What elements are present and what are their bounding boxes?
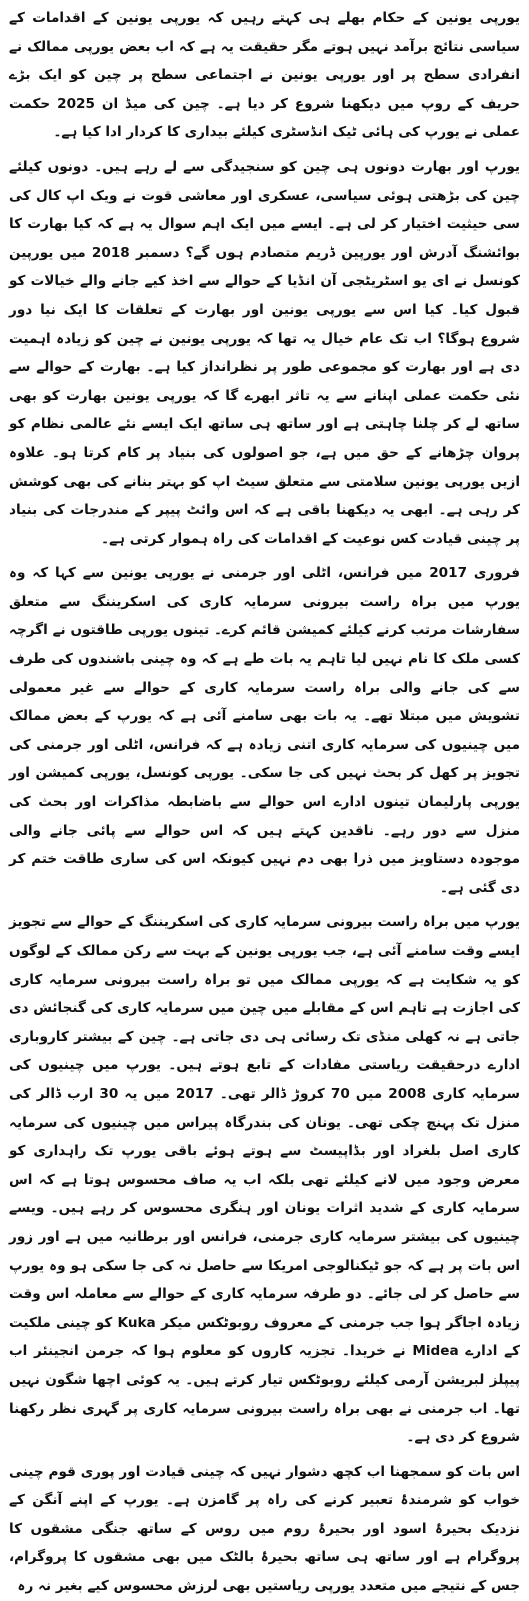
article-paragraph-5: اس بات کو سمجھنا اب کچھ دشوار نہیں کہ چینی قیادت اور پوری قوم چینی خواب کو شرمندۂ تعبیر کرنے کی راہ پر گامزن ہے۔ یورپ کے اپنے آنگن کے نزدیک بحیرۂ اسود اور بحیرۂ روم میں روس کے ساتھ جنگی مشقوں کا پروگرام ہے اور ساتھ ہی ساتھ بحیرۂ بالٹک میں بھی مشقوں کا پروگرام، جس کے نتیجے میں متعدد یورپی ریاستیں بھی لرزش محسوس کیے بغیر نہ رہ: [9, 1463, 520, 1595]
article-paragraph-3: فروری 2017 میں فرانس، اٹلی اور جرمنی نے یورپی یونین سے کہا کہ وہ یورپ میں براہ راست بیرونی سرمایہ کاری کی اسکریننگ سے متعلق سفارشات مرتب کرنے کیلئے کمیشن قائم کرے۔ تینوں یورپی طاقتوں نے اگرچہ کسی ملک کا نام نہیں لیا تاہم یہ بات طے ہے کہ وہ چینی باشندوں کی طرف سے کی جانے والی براہ راست سرمایہ کاری کے حوالے سے غیر معمولی تشویش میں مبتلا تھے۔ یہ بات بھی سامنے آئی ہے کہ یورپ کے بعض ممالک میں چینیوں کی سرمایہ کاری اتنی زیادہ ہے کہ فرانس، اٹلی اور جرمنی کی تجویز پر کھل کر بحث نہیں کی جا سکی۔ یورپی کونسل، یورپی کمیشن اور یورپی پارلیمان تینوں ادارے اس حوالے سے باضابطہ مذاکرات اور بحث کی منزل سے دور رہے۔ ناقدین کہتے ہیں کہ اس حوالے سے پائی جانے والی موجودہ دستاویز میں ذرا بھی دم نہیں کیونکہ اس کی ساری طاقت ختم کر دی گئی ہے۔: [9, 565, 520, 896]
article-paragraph-4: یورپ میں براہ راست بیرونی سرمایہ کاری کی اسکریننگ کے حوالے سے تجویز ایسے وقت سامنے آئی ہے، جب یورپی یونین کے بہت سے رکن ممالک کے لوگوں کو یہ شکایت ہے کہ یورپی ممالک میں تو براہ راست بیرونی سرمایہ کاری کی اجازت ہے تاہم اس کے مقابلے میں چین میں سرمایہ کاری کی گنجائش دی جاتی ہے نہ کھلی منڈی تک رسائی ہی دی جاتی ہے۔ چین کے بیشتر کاروباری ادارے درحقیقت ریاستی مفادات کے تابع ہوتے ہیں۔ یورپ میں چینیوں کی سرمایہ کاری 2008 میں 70 کروڑ ڈالر تھی۔ 2017 میں یہ 30 ارب ڈالر کی منزل تک پہنچ چکی تھی۔ یونان کی بندرگاہ پیراس میں چینیوں کی سرمایہ کاری اصل بلغراد اور بڈاپیسٹ سے ہوتے ہوئے باقی یورپ تک راہداری کو معرض وجود میں لانے کیلئے تھی بلکہ اب یہ صاف محسوس ہوتا ہے کہ اس سرمایہ کاری کے شدید اثرات یونان اور ہنگری محسوس کر رہے ہیں۔ ویسے چینیوں کی بیشتر سرمایہ کاری جرمنی، فرانس اور برطانیہ میں ہے اور زور اس بات پر ہے کہ جو ٹیکنالوجی امریکا سے حاصل نہ کی جا سکی ہو وہ یورپ سے حاصل کر لی جائے۔ دو طرفہ سرمایہ کاری کے حوالے سے معاملہ اس وقت زیادہ اجاگر ہوا جب جرمنی کے معروف روبوٹکس میکر Kuka کو چینی ملکیت کے ادارے Midea نے خریدا۔ تجزیہ کاروں کو معلوم ہوا کہ جرمن انجینئر اب پیپلز لبریشن آرمی کیلئے روبوٹکس تیار کرتے ہیں۔ یہ کوئی اچھا شگون نہیں تھا۔ اب جرمنی نے بھی براہ راست بیرونی سرمایہ کاری پر گہری نظر رکھنا شروع کر دی ہے۔: [9, 914, 521, 1446]
article-paragraph-1: یورپی یونین کے حکام بھلے ہی کہتے رہیں کہ یورپی یونین کے اقدامات کے سیاسی نتائج برآمد نہیں ہوتے مگر حقیقت یہ ہے کہ اب بعض یورپی ممالک نے انفرادی سطح پر اور یورپی یونین نے اجتماعی سطح پر چین کو ایک بڑے حریف کے روپ میں دیکھنا شروع کر دیا ہے۔ چین کی میڈ ان 2025 حکمت عملی نے یورپ کی ہائی ٹیک انڈسٹری کیلئے بیداری کا کردار ادا کیا ہے۔: [9, 10, 520, 141]
article-paragraph-2: یورپ اور بھارت دونوں ہی چین کو سنجیدگی سے لے رہے ہیں۔ دونوں کیلئے چین کی بڑھتی ہوئی سیاسی، عسکری اور معاشی قوت نے ویک اپ کال کی سی حیثیت اختیار کر لی ہے۔ ایسے میں ایک اہم سوال یہ ہے کہ کیا بھارت کا بوائشنگ آدرش اور یورپین ڈریم متصادم ہوں گے؟ دسمبر 2018 میں یورپین کونسل نے ای یو اسٹریٹجی آن انڈیا کے حوالے سے اخذ کیے جانے والے خیالات کو قبول کیا۔ کیا اس سے یورپی یونین اور بھارت کے تعلقات کا ایک نیا دور شروع ہوگا؟ اب تک عام خیال یہ تھا کہ یورپی یونین نے چین کو زیادہ اہمیت دی ہے اور بھارت کو مجموعی طور پر نظرانداز کیا ہے۔ بھارت کے حوالے سے نئی حکمت عملی اپنانے سے یہ تاثر ابھرے گا کہ یورپی یونین بھارت کو بھی ساتھ لے کر چلنا چاہتی ہے اور ساتھ ہی ساتھ ایک ایسے نئے عالمی نظام کو پروان چڑھانے کے حق میں ہے، جو اصولوں کی بنیاد پر کام کرتا ہو۔ علاوہ ازیں یورپی یونین سلامتی سے متعلق سیٹ اپ کو بہتر بنانے کی بھی کوشش کر رہی ہے۔ ابھی یہ دیکھنا باقی ہے کہ اس وائٹ پیپر کے مندرجات کی بنیاد پر چینی قیادت کس نوعیت کے اقدامات کی راہ ہموار کرتی ہے۔: [9, 158, 520, 547]
